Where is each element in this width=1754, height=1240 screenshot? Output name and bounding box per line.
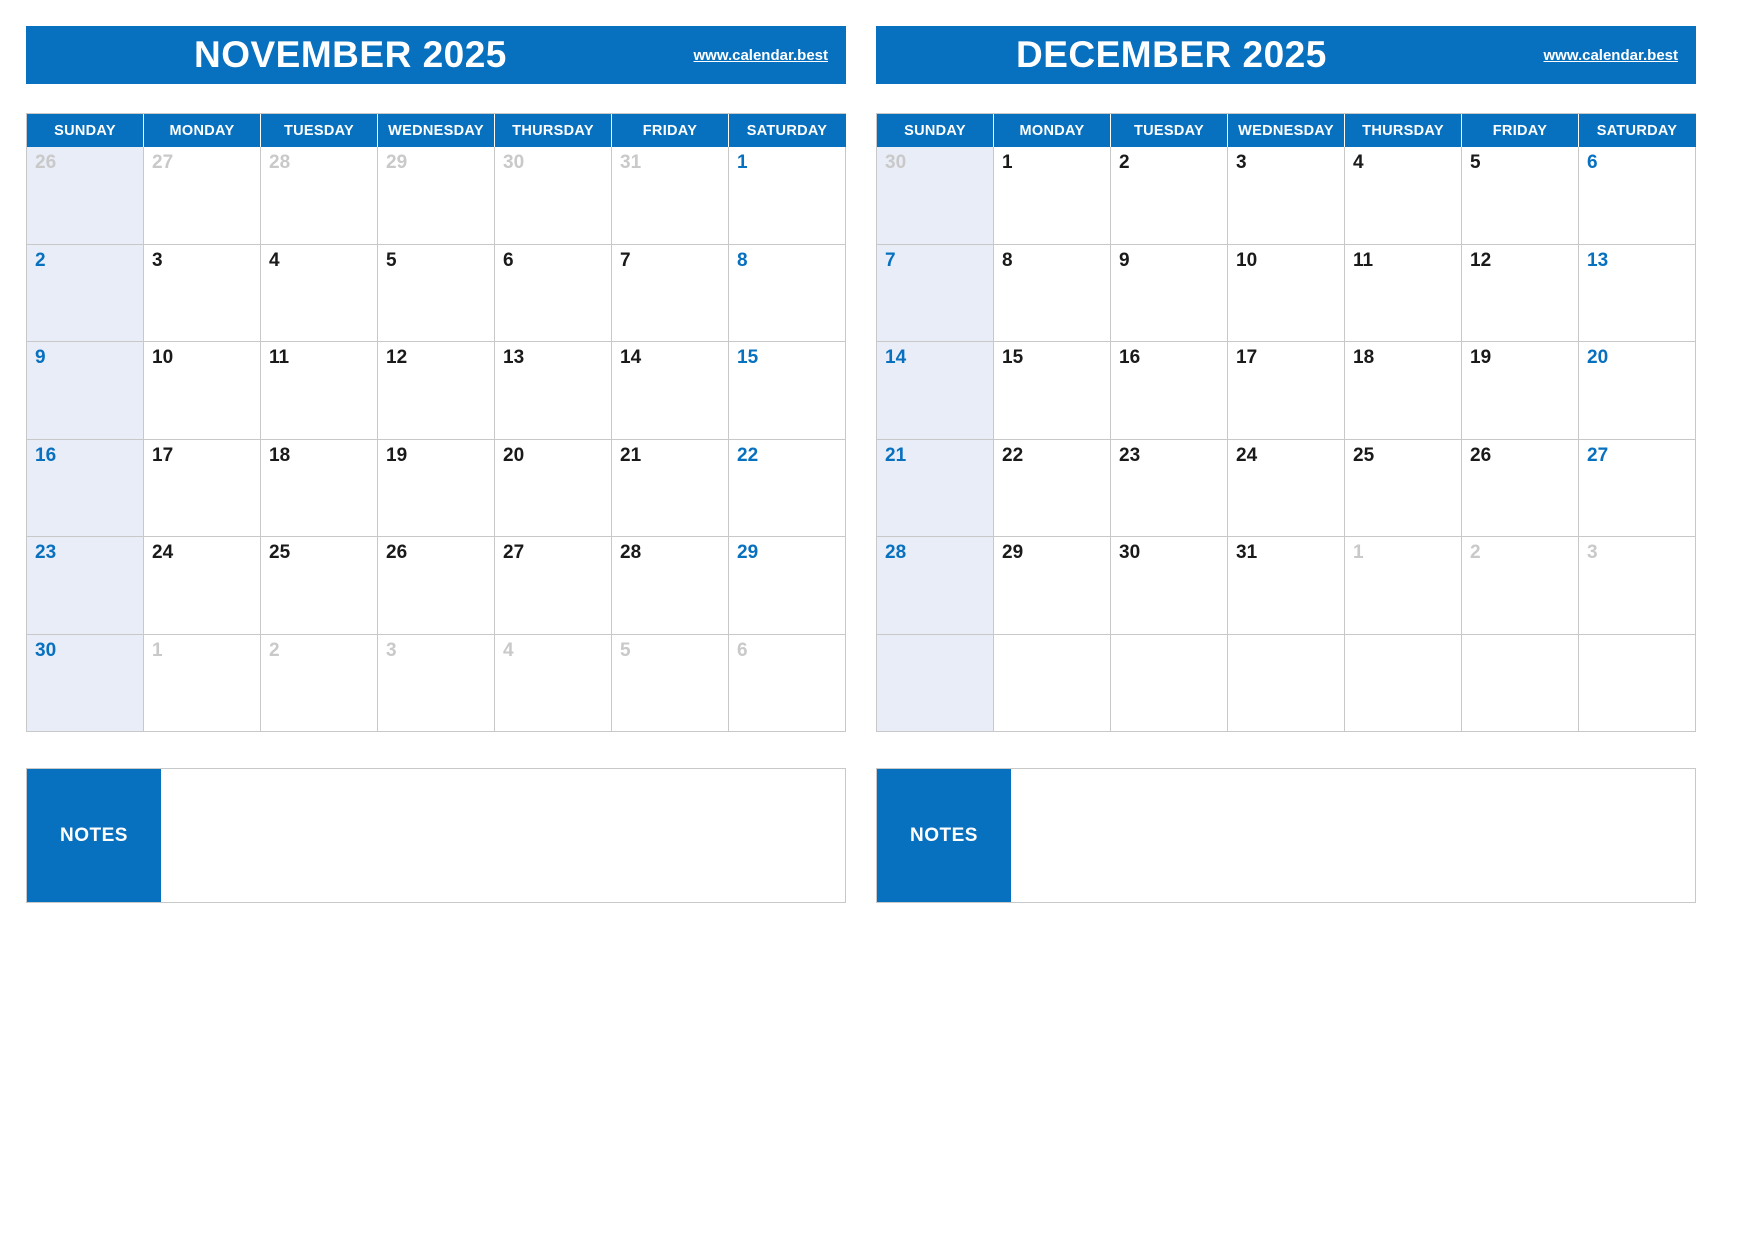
day-number: 29 bbox=[737, 542, 759, 563]
weekday-wednesday: WEDNESDAY bbox=[378, 114, 495, 147]
notes-box-december bbox=[876, 768, 1696, 903]
weekday-header-row-december bbox=[877, 114, 1696, 147]
weekday-tuesday: TUESDAY bbox=[1111, 114, 1228, 147]
calendar-day-cell[interactable] bbox=[495, 440, 612, 538]
day-number: 20 bbox=[503, 444, 525, 466]
day-number: 3 bbox=[386, 639, 397, 661]
calendar-week-row bbox=[27, 635, 846, 733]
notes-writing-area-november[interactable] bbox=[161, 769, 845, 902]
day-number: 1 bbox=[1002, 152, 1013, 173]
calendar-weeks-december bbox=[877, 147, 1696, 732]
calendar-day-cell[interactable] bbox=[1345, 342, 1462, 440]
day-number: 4 bbox=[269, 249, 280, 271]
day-number: 6 bbox=[503, 249, 514, 271]
calendar-week-row bbox=[877, 440, 1696, 538]
day-number: 8 bbox=[1002, 249, 1013, 271]
calendar-day-cell[interactable] bbox=[378, 342, 495, 440]
weekday-tuesday: TUESDAY bbox=[261, 114, 378, 147]
day-number: 29 bbox=[386, 152, 408, 173]
calendar-day-cell[interactable] bbox=[27, 440, 144, 538]
calendar-day-cell[interactable] bbox=[378, 537, 495, 635]
calendar-day-cell[interactable] bbox=[144, 635, 261, 733]
day-number: 25 bbox=[1353, 444, 1375, 466]
calendar-day-cell[interactable] bbox=[877, 537, 994, 635]
calendar-day-cell[interactable] bbox=[1111, 440, 1228, 538]
calendar-day-cell[interactable] bbox=[495, 245, 612, 343]
calendar-day-cell[interactable] bbox=[1579, 537, 1696, 635]
day-number: 19 bbox=[386, 444, 408, 466]
page-title-november: NOVEMBER 2025 bbox=[194, 34, 507, 75]
day-number: 5 bbox=[1470, 152, 1481, 173]
calendar-day-cell[interactable] bbox=[1462, 537, 1579, 635]
day-number: 2 bbox=[35, 249, 46, 271]
day-number: 2 bbox=[1119, 152, 1130, 173]
calendar-day-cell[interactable] bbox=[261, 342, 378, 440]
calendar-day-cell[interactable] bbox=[1111, 635, 1228, 733]
day-number: 30 bbox=[885, 152, 907, 173]
calendar-day-cell[interactable] bbox=[1462, 245, 1579, 343]
day-number: 28 bbox=[885, 542, 907, 563]
calendar-day-cell[interactable] bbox=[1345, 635, 1462, 733]
calendar-week-row bbox=[27, 440, 846, 538]
calendar-day-cell[interactable] bbox=[1345, 147, 1462, 245]
day-number: 5 bbox=[386, 249, 397, 271]
calendar-day-cell[interactable] bbox=[378, 147, 495, 245]
day-number: 1 bbox=[1353, 542, 1364, 563]
day-number: 11 bbox=[269, 347, 290, 368]
month-block-december bbox=[876, 26, 1696, 903]
day-number: 26 bbox=[386, 542, 408, 563]
page-title-december: DECEMBER 2025 bbox=[1016, 34, 1327, 75]
day-number: 22 bbox=[737, 444, 759, 466]
weekday-sunday: SUNDAY bbox=[27, 114, 144, 147]
calendar-day-cell[interactable] bbox=[378, 440, 495, 538]
calendar-day-cell[interactable] bbox=[612, 245, 729, 343]
calendar-day-cell[interactable] bbox=[495, 537, 612, 635]
calendar-day-cell[interactable] bbox=[1228, 440, 1345, 538]
calendar-day-cell[interactable] bbox=[1228, 147, 1345, 245]
weekday-monday: MONDAY bbox=[994, 114, 1111, 147]
calendar-day-cell[interactable] bbox=[612, 635, 729, 733]
calendar-day-cell[interactable] bbox=[1462, 147, 1579, 245]
calendar-day-cell[interactable] bbox=[1579, 440, 1696, 538]
day-number: 30 bbox=[35, 639, 57, 661]
day-number: 3 bbox=[152, 249, 163, 271]
calendar-day-cell[interactable] bbox=[261, 440, 378, 538]
day-number: 6 bbox=[1587, 152, 1598, 173]
day-number: 17 bbox=[1236, 347, 1258, 368]
day-number: 27 bbox=[1587, 444, 1609, 466]
weekday-wednesday: WEDNESDAY bbox=[1228, 114, 1345, 147]
calendar-day-cell[interactable] bbox=[144, 537, 261, 635]
day-number: 13 bbox=[503, 347, 525, 368]
day-number: 28 bbox=[620, 542, 642, 563]
day-number: 23 bbox=[35, 542, 57, 563]
calendar-day-cell[interactable] bbox=[27, 147, 144, 245]
calendar-day-cell[interactable] bbox=[144, 342, 261, 440]
calendar-day-cell[interactable] bbox=[1111, 147, 1228, 245]
day-number: 16 bbox=[1119, 347, 1141, 368]
calendar-day-cell[interactable] bbox=[261, 635, 378, 733]
day-number: 7 bbox=[885, 249, 896, 271]
calendar-day-cell[interactable] bbox=[1462, 635, 1579, 733]
calendar-day-cell[interactable] bbox=[994, 537, 1111, 635]
day-number: 15 bbox=[737, 347, 759, 368]
calendar-day-cell[interactable] bbox=[612, 440, 729, 538]
calendar-day-cell[interactable] bbox=[1579, 635, 1696, 733]
calendar-day-cell[interactable] bbox=[1579, 245, 1696, 343]
calendar-day-cell[interactable] bbox=[261, 147, 378, 245]
day-number: 13 bbox=[1587, 249, 1609, 271]
calendar-day-cell[interactable] bbox=[1345, 440, 1462, 538]
calendar-day-cell[interactable] bbox=[27, 245, 144, 343]
day-number: 3 bbox=[1236, 152, 1247, 173]
day-number: 21 bbox=[885, 444, 907, 466]
calendar-day-cell[interactable] bbox=[1228, 537, 1345, 635]
month-block-november bbox=[26, 26, 846, 903]
calendar-day-cell[interactable] bbox=[729, 342, 846, 440]
day-number: 15 bbox=[1002, 347, 1024, 368]
calendar-week-row bbox=[27, 147, 846, 245]
calendar-day-cell[interactable] bbox=[729, 635, 846, 733]
calendar-day-cell[interactable] bbox=[495, 147, 612, 245]
day-number: 27 bbox=[152, 152, 174, 173]
day-number: 16 bbox=[35, 444, 57, 466]
day-number: 18 bbox=[269, 444, 291, 466]
calendar-day-cell[interactable] bbox=[1462, 342, 1579, 440]
calendar-grid-december bbox=[876, 113, 1696, 732]
month-title-bar-november bbox=[26, 26, 846, 84]
weekday-monday: MONDAY bbox=[144, 114, 261, 147]
calendar-day-cell[interactable] bbox=[27, 635, 144, 733]
calendar-weeks-november bbox=[27, 147, 846, 732]
notes-label-december: NOTES bbox=[877, 769, 1011, 902]
calendar-day-cell[interactable] bbox=[877, 635, 994, 733]
day-number: 8 bbox=[737, 249, 748, 271]
weekday-sunday: SUNDAY bbox=[877, 114, 994, 147]
calendar-week-row bbox=[877, 537, 1696, 635]
calendar-day-cell[interactable] bbox=[729, 537, 846, 635]
day-number: 30 bbox=[1119, 542, 1141, 563]
calendar-day-cell[interactable] bbox=[1228, 245, 1345, 343]
day-number: 29 bbox=[1002, 542, 1024, 563]
day-number: 11 bbox=[1353, 249, 1374, 271]
day-number: 21 bbox=[620, 444, 642, 466]
calendar-week-row bbox=[877, 342, 1696, 440]
calendar-day-cell[interactable] bbox=[1345, 245, 1462, 343]
weekday-friday: FRIDAY bbox=[1462, 114, 1579, 147]
day-number: 26 bbox=[35, 152, 57, 173]
calendar-day-cell[interactable] bbox=[261, 245, 378, 343]
weekday-header-row-november bbox=[27, 114, 846, 147]
day-number: 30 bbox=[503, 152, 525, 173]
calendar-day-cell[interactable] bbox=[877, 245, 994, 343]
calendar-day-cell[interactable] bbox=[729, 440, 846, 538]
day-number: 7 bbox=[620, 249, 631, 271]
weekday-thursday: THURSDAY bbox=[495, 114, 612, 147]
calendar-day-cell[interactable] bbox=[1345, 537, 1462, 635]
calendar-day-cell[interactable] bbox=[729, 147, 846, 245]
calendar-day-cell[interactable] bbox=[27, 537, 144, 635]
calendar-day-cell[interactable] bbox=[261, 537, 378, 635]
weekday-saturday: SATURDAY bbox=[1579, 114, 1696, 147]
calendar-day-cell[interactable] bbox=[877, 147, 994, 245]
day-number: 10 bbox=[1236, 249, 1258, 271]
calendar-week-row bbox=[27, 342, 846, 440]
calendar-grid-november bbox=[26, 113, 846, 732]
calendar-week-row bbox=[877, 635, 1696, 733]
weekday-saturday: SATURDAY bbox=[729, 114, 846, 147]
day-number: 5 bbox=[620, 639, 631, 661]
weekday-friday: FRIDAY bbox=[612, 114, 729, 147]
site-link-december[interactable]: www.calendar.best bbox=[1543, 46, 1678, 64]
day-number: 28 bbox=[269, 152, 291, 173]
day-number: 18 bbox=[1353, 347, 1375, 368]
calendar-day-cell[interactable] bbox=[994, 342, 1111, 440]
calendar-day-cell[interactable] bbox=[144, 245, 261, 343]
day-number: 1 bbox=[737, 152, 748, 173]
calendar-day-cell[interactable] bbox=[612, 537, 729, 635]
calendar-day-cell[interactable] bbox=[994, 245, 1111, 343]
calendar-day-cell[interactable] bbox=[144, 147, 261, 245]
calendar-day-cell[interactable] bbox=[378, 635, 495, 733]
day-number: 9 bbox=[1119, 249, 1130, 271]
day-number: 20 bbox=[1587, 347, 1609, 368]
calendar-day-cell[interactable] bbox=[729, 245, 846, 343]
calendar-day-cell[interactable] bbox=[1462, 440, 1579, 538]
weekday-thursday: THURSDAY bbox=[1345, 114, 1462, 147]
site-link-november[interactable]: www.calendar.best bbox=[693, 46, 828, 64]
day-number: 6 bbox=[737, 639, 748, 661]
day-number: 31 bbox=[620, 152, 642, 173]
day-number: 17 bbox=[152, 444, 174, 466]
calendar-day-cell[interactable] bbox=[612, 147, 729, 245]
calendar-day-cell[interactable] bbox=[1579, 147, 1696, 245]
calendar-day-cell[interactable] bbox=[495, 342, 612, 440]
day-number: 2 bbox=[269, 639, 280, 661]
calendar-day-cell[interactable] bbox=[1111, 537, 1228, 635]
day-number: 24 bbox=[152, 542, 174, 563]
day-number: 12 bbox=[1470, 249, 1492, 271]
notes-label-november: NOTES bbox=[27, 769, 161, 902]
day-number: 10 bbox=[152, 347, 174, 368]
calendar-day-cell[interactable] bbox=[877, 440, 994, 538]
notes-box-november bbox=[26, 768, 846, 903]
day-number: 14 bbox=[620, 347, 642, 368]
day-number: 4 bbox=[503, 639, 514, 661]
calendar-day-cell[interactable] bbox=[1579, 342, 1696, 440]
day-number: 24 bbox=[1236, 444, 1258, 466]
day-number: 25 bbox=[269, 542, 291, 563]
day-number: 12 bbox=[386, 347, 408, 368]
calendar-day-cell[interactable] bbox=[994, 635, 1111, 733]
calendar-week-row bbox=[27, 245, 846, 343]
day-number: 22 bbox=[1002, 444, 1024, 466]
day-number: 31 bbox=[1236, 542, 1258, 563]
calendar-week-row bbox=[27, 537, 846, 635]
day-number: 1 bbox=[152, 639, 163, 661]
calendar-day-cell[interactable] bbox=[27, 342, 144, 440]
calendar-day-cell[interactable] bbox=[994, 440, 1111, 538]
calendar-day-cell[interactable] bbox=[1228, 635, 1345, 733]
day-number: 9 bbox=[35, 347, 46, 368]
day-number: 23 bbox=[1119, 444, 1141, 466]
day-number: 27 bbox=[503, 542, 525, 563]
calendar-day-cell[interactable] bbox=[1111, 245, 1228, 343]
day-number: 3 bbox=[1587, 542, 1598, 563]
day-number: 19 bbox=[1470, 347, 1492, 368]
day-number: 26 bbox=[1470, 444, 1492, 466]
day-number: 2 bbox=[1470, 542, 1481, 563]
calendar-day-cell[interactable] bbox=[378, 245, 495, 343]
calendar-day-cell[interactable] bbox=[612, 342, 729, 440]
calendar-day-cell[interactable] bbox=[994, 147, 1111, 245]
month-title-bar-december bbox=[876, 26, 1696, 84]
calendar-day-cell[interactable] bbox=[1228, 342, 1345, 440]
calendar-week-row bbox=[877, 245, 1696, 343]
calendar-day-cell[interactable] bbox=[1111, 342, 1228, 440]
calendar-week-row bbox=[877, 147, 1696, 245]
day-number: 14 bbox=[885, 347, 907, 368]
notes-writing-area-december[interactable] bbox=[1011, 769, 1695, 902]
calendar-day-cell[interactable] bbox=[495, 635, 612, 733]
calendar-day-cell[interactable] bbox=[877, 342, 994, 440]
day-number: 4 bbox=[1353, 152, 1364, 173]
calendar-day-cell[interactable] bbox=[144, 440, 261, 538]
